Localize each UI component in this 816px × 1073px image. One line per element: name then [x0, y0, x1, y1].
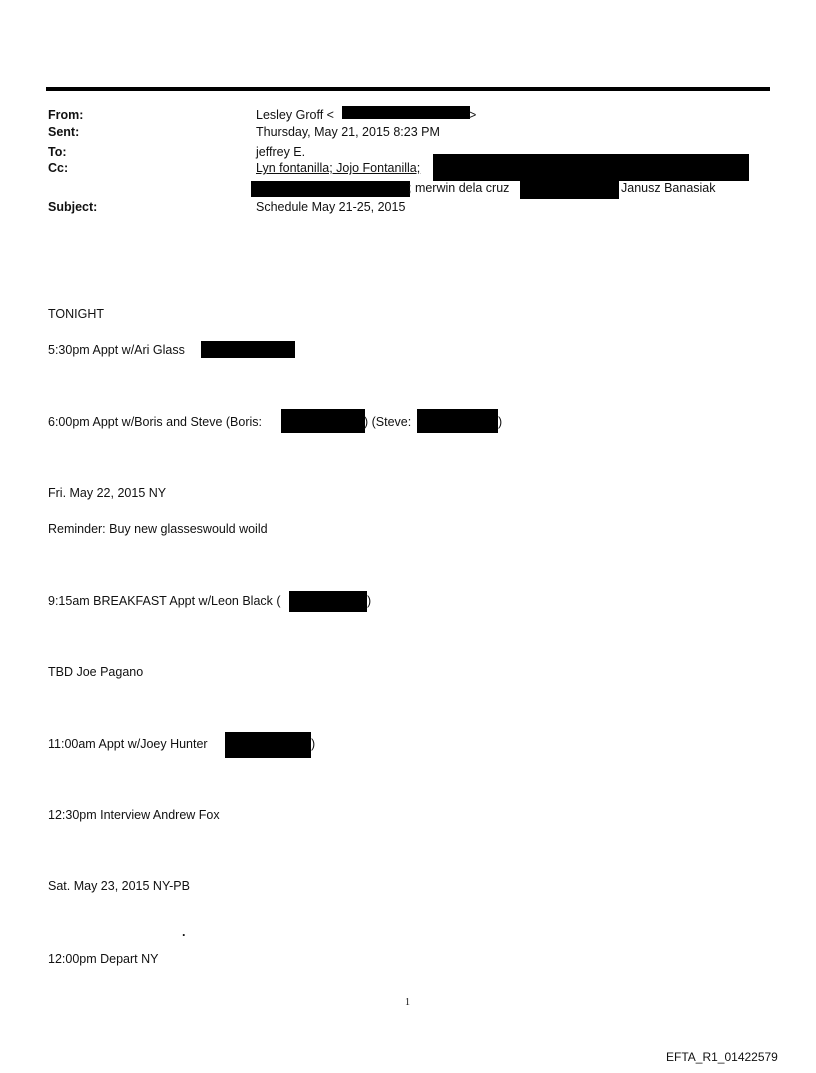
- stray-dot: .: [182, 925, 186, 939]
- tbd-item: TBD Joe Pagano: [48, 665, 144, 679]
- breakfast-close: ): [367, 594, 372, 608]
- cc-label: Cc:: [48, 161, 69, 175]
- day-heading-sat: Sat. May 23, 2015 NY-PB: [48, 879, 190, 893]
- day-heading-fri: Fri. May 22, 2015 NY: [48, 486, 167, 500]
- redaction-box: [342, 106, 470, 119]
- sent-value: Thursday, May 21, 2015 8:23 PM: [256, 125, 440, 139]
- redaction-box: [433, 154, 749, 181]
- to-value: jeffrey E.: [256, 145, 306, 159]
- document-id: EFTA_R1_01422579: [666, 1050, 778, 1064]
- subject-label: Subject:: [48, 200, 98, 214]
- from-value: Lesley Groff <: [256, 108, 334, 122]
- from-close: >: [469, 108, 477, 122]
- redaction-box: [201, 341, 295, 358]
- from-label: From:: [48, 108, 84, 122]
- redaction-box: [520, 181, 619, 199]
- redaction-box: [225, 732, 311, 758]
- appointment-boris-c: ): [498, 415, 503, 429]
- header-rule: [46, 87, 770, 91]
- cc-line-2a: ; merwin dela cruz: [408, 181, 510, 195]
- interview-item: 12:30pm Interview Andrew Fox: [48, 808, 220, 822]
- cc-line-2b: Janusz Banasiak: [621, 181, 716, 195]
- page-number: 1: [405, 997, 410, 1008]
- cc-line-1: Lyn fontanilla; Jojo Fontanilla;: [256, 161, 421, 175]
- subject-value: Schedule May 21-25, 2015: [256, 200, 406, 214]
- redaction-box: [281, 409, 365, 433]
- redaction-box: [417, 409, 498, 433]
- reminder-text: Reminder: Buy new glasseswould woild: [48, 522, 268, 536]
- depart-item: 12:00pm Depart NY: [48, 952, 159, 966]
- to-label: To:: [48, 145, 67, 159]
- redaction-box: [251, 181, 410, 197]
- sent-label: Sent:: [48, 125, 80, 139]
- breakfast-appointment: 9:15am BREAKFAST Appt w/Leon Black (: [48, 594, 281, 608]
- appointment-joey: 11:00am Appt w/Joey Hunter: [48, 737, 208, 751]
- appointment-joey-close: ): [311, 737, 316, 751]
- redaction-box: [289, 591, 367, 612]
- tonight-heading: TONIGHT: [48, 307, 105, 321]
- appointment-boris-a: 6:00pm Appt w/Boris and Steve (Boris:: [48, 415, 262, 429]
- appointment-boris-b: ) (Steve:: [364, 415, 412, 429]
- appointment-ari: 5:30pm Appt w/Ari Glass: [48, 343, 185, 357]
